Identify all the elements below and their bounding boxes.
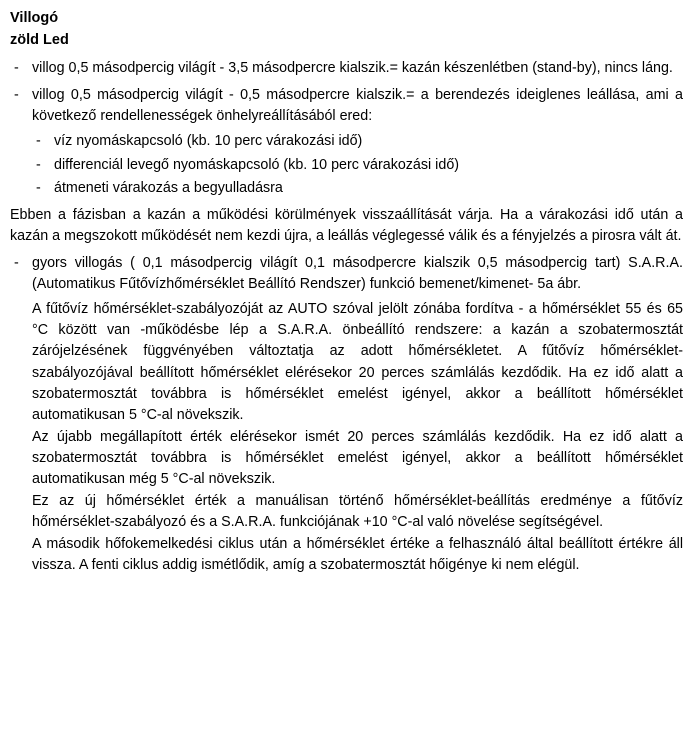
- paragraph-after-bullets: Ebben a fázisban a kazán a működési körülmények visszaállítását várja. Ha a várakozási idő után a kazán a megszokott működését nem kezdi újra, a leállás véglegessé válik és a fényjelzés a pirosra vált át.: [10, 207, 683, 245]
- sara-paragraph-3: Ez az új hőmérséklet érték a manuálisan történő hőmérséklet-beállítás eredménye a fűtővíz hőmérséklet-szabályozó és a S.A.R.A. funkciójának +10 °C-al való növelése segítségével.: [32, 492, 683, 530]
- sara-paragraph-4: A második hőfokemelkedési ciklus után a hőmérséklet értéke a felhasználó által beállított értékre áll vissza. A fenti ciklus addig ismétlődik, amíg a szobatermosztát hőigénye ki nem elégül.: [32, 535, 683, 573]
- list-item: [32, 131, 683, 152]
- list-item: [10, 85, 683, 199]
- bullet-dash-icon: -: [36, 179, 41, 196]
- list-item: [32, 155, 683, 176]
- page-title-line2: zöld Led: [10, 32, 69, 49]
- bullet-dash-icon: -: [14, 87, 19, 104]
- primary-bullet-list: [10, 58, 683, 199]
- list-item-text: differenciál levegő nyomáskapcsoló (kb. 10 perc várakozási idő): [54, 156, 460, 173]
- list-item: [32, 178, 683, 199]
- sara-paragraph-2: Az újabb megállapított érték elérésekor ismét 20 perces számlálás kezdődik. Ha ez idő alatt a szobatermosztát továbbra is hőmérséklet emelést igényel, akkor a beállított hőmérséklet automatikusan még 5 °C-al növekszik.: [32, 428, 683, 487]
- bullet-dash-icon: -: [14, 60, 19, 77]
- list-item-text: villog 0,5 másodpercig világít - 3,5 másodpercre kialszik.= kazán készenlétben (stand-by), nincs láng.: [32, 60, 673, 77]
- list-item: [10, 253, 683, 575]
- bullet-dash-icon: -: [14, 255, 19, 272]
- sara-paragraph-1: A fűtővíz hőmérséklet-szabályozóját az AUTO szóval jelölt zónába fordítva - a hőmérséklet 55 és 65 °C között van -működésbe lép a S.A.R.A. önbeállító rendszere: a kazán a szobatermosztát zárójelzésének függvényében változtatja az adott hőmérsékletet. A fűtővíz hőmérséklet-szabályozójával beállított hőmérséklet elérésekor 20 perces számlálás kezdődik. Ha ez idő alatt a szobatermosztát továbbra is hőmérséklet emelést igényel, akkor a beállított hőmérséklet automatikusan 5 °C-al növekszik.: [32, 301, 683, 423]
- list-item-text: víz nyomáskapcsoló (kb. 10 perc várakozási idő): [54, 133, 363, 150]
- list-item-text: gyors villogás ( 0,1 másodpercig világít 0,1 másodpercre kialszik 0,5 másodpercig tart) S.A.R.A. (Automatikus Fűtővízhőmérséklet Beállító Rendszer) funkció bemenet/kimenet- 5a ábr.: [32, 255, 683, 293]
- list-item-text: villog 0,5 másodpercig világít - 0,5 másodpercre kialszik.= a berendezés ideiglenes leállása, ami a következő rendellenességek önhelyreállításából ered:: [32, 87, 683, 125]
- sara-description-block: [32, 299, 683, 575]
- page-title-line1: Villogó: [10, 10, 59, 26]
- nested-bullet-list: [32, 131, 683, 199]
- bullet-dash-icon: -: [36, 133, 41, 150]
- sara-bullet-list: [10, 253, 683, 575]
- list-item-text: átmeneti várakozás a begyulladásra: [54, 179, 283, 196]
- list-item: [10, 58, 683, 79]
- bullet-dash-icon: -: [36, 156, 41, 173]
